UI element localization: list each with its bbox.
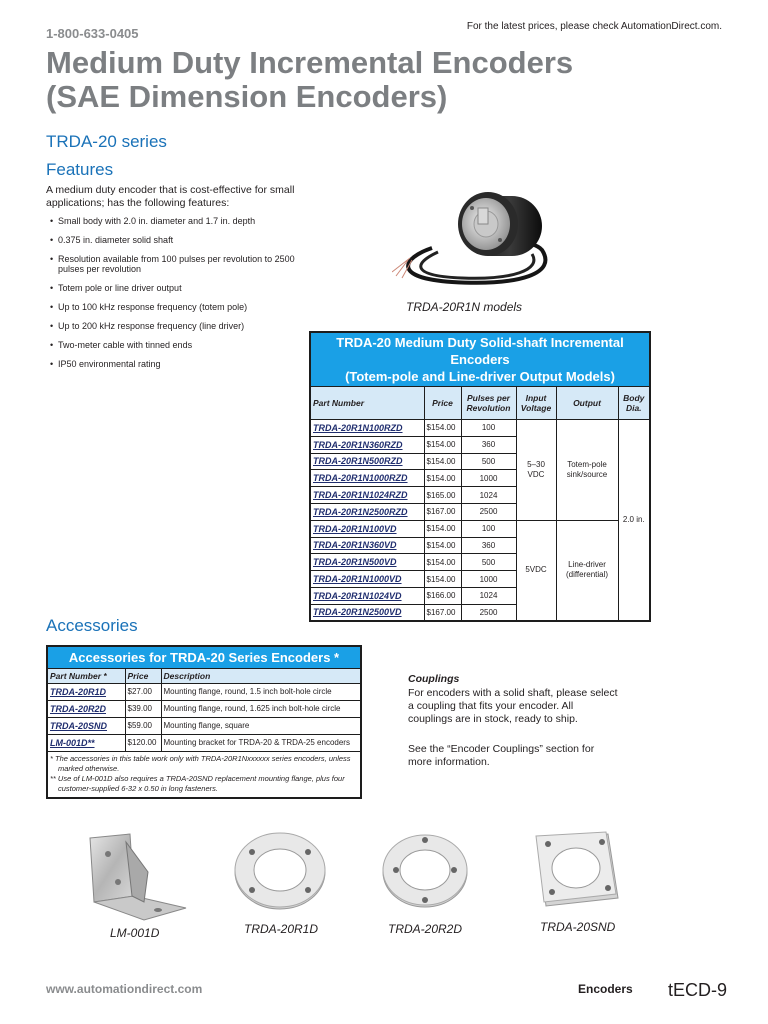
pulses-cell: 1000 — [461, 571, 516, 588]
part-link[interactable]: TRDA-20R1N500RZD — [310, 453, 424, 470]
part-link[interactable]: TRDA-20R1N2500VD — [310, 604, 424, 621]
trda-20r2d-flange-image — [380, 830, 470, 910]
part-link[interactable]: LM-001D** — [47, 734, 125, 751]
price-cell: $167.00 — [424, 503, 461, 520]
col-header-voltage: Input Voltage — [516, 387, 556, 420]
part-link[interactable]: TRDA-20R1N100VD — [310, 520, 424, 537]
desc-cell: Mounting flange, round, 1.5 inch bolt-hole circle — [161, 683, 361, 700]
part-link[interactable]: TRDA-20R1N2500RZD — [310, 503, 424, 520]
pulses-cell: 100 — [461, 520, 516, 537]
note-1: * The accessories in this table work only with TRDA-20R1Nxxxxxx series encoders, unless marked otherwise. — [50, 753, 351, 773]
table-row — [47, 734, 361, 751]
encoder-table-caption — [310, 332, 650, 387]
part-link[interactable]: TRDA-20R2D — [47, 700, 125, 717]
col-header-output: Output — [556, 387, 618, 420]
table-row — [47, 700, 361, 717]
col-header-body: Body Dia. — [618, 387, 650, 420]
part-link[interactable]: TRDA-20R1N360VD — [310, 537, 424, 554]
couplings-heading: Couplings — [408, 673, 460, 685]
title-line-2: (SAE Dimension Encoders) — [46, 79, 448, 114]
pulses-cell: 1000 — [461, 470, 516, 487]
table-row — [47, 717, 361, 734]
footer-section: Encoders — [578, 982, 633, 996]
desc-cell: Mounting flange, square — [161, 717, 361, 734]
feature-item: • Up to 200 kHz response frequency (line driver) — [48, 321, 310, 331]
part-link[interactable]: TRDA-20R1N1024RZD — [310, 487, 424, 504]
desc-cell: Mounting flange, round, 1.625 inch bolt-hole circle — [161, 700, 361, 717]
caption-line: Encoders — [450, 352, 510, 367]
price-cell: $120.00 — [125, 734, 161, 751]
pulses-cell: 360 — [461, 436, 516, 453]
couplings-text: For encoders with a solid shaft, please select a coupling that fits your encoder. All couplings are in stock, ready to ship. — [408, 687, 618, 725]
pulses-cell: 1024 — [461, 587, 516, 604]
footer-website-link[interactable]: www.automationdirect.com — [46, 982, 203, 996]
price-cell: $154.00 — [424, 420, 461, 437]
trda-20snd-flange-image — [528, 830, 620, 910]
caption-line: TRDA-20 Medium Duty Solid-shaft Incremental — [336, 335, 624, 350]
feature-item: • Totem pole or line driver output — [48, 283, 310, 293]
trda-20r1d-caption: TRDA-20R1D — [244, 922, 319, 936]
output-line: sink/source — [566, 469, 608, 479]
series-title: TRDA-20 series — [46, 132, 167, 151]
accessories-table — [46, 645, 362, 799]
col-header-part: Part Number * — [47, 668, 125, 683]
page-number: tECD-9 — [668, 980, 728, 1000]
output-cell — [556, 420, 618, 521]
price-cell: $154.00 — [424, 537, 461, 554]
page-title — [46, 46, 573, 114]
features-list — [48, 216, 310, 378]
part-link[interactable]: TRDA-20R1N100RZD — [310, 420, 424, 437]
voltage-cell: 5VDC — [516, 520, 556, 621]
pulses-cell: 360 — [461, 537, 516, 554]
part-link[interactable]: TRDA-20R1N1000RZD — [310, 470, 424, 487]
price-cell: $166.00 — [424, 587, 461, 604]
table-row — [310, 520, 650, 537]
title-line-1: Medium Duty Incremental Encoders — [46, 45, 574, 80]
latest-prices-note: For the latest prices, please check AutomationDirect.com. — [466, 21, 722, 32]
note-2: ** Use of LM-001D also requires a TRDA-20SND replacement mounting flange, plus four customer-supplied 6-32 x 0.50 in long fasteners. — [50, 773, 345, 793]
feature-item: • Resolution available from 100 pulses per revolution to 2500 pulses per revolution — [48, 254, 310, 274]
feature-item: • Two-meter cable with tinned ends — [48, 340, 310, 350]
body-dia-cell: 2.0 in. — [618, 420, 650, 622]
feature-item: • 0.375 in. diameter solid shaft — [48, 235, 310, 245]
table-row — [47, 683, 361, 700]
trda-20r2d-caption: TRDA-20R2D — [388, 922, 463, 936]
price-cell: $154.00 — [424, 520, 461, 537]
table-row — [310, 420, 650, 437]
feature-item: • IP50 environmental rating — [48, 359, 310, 369]
part-link[interactable]: TRDA-20R1N1000VD — [310, 571, 424, 588]
features-intro: A medium duty encoder that is cost-effective for small applications; has the following features: — [46, 184, 295, 209]
pulses-cell: 2500 — [461, 604, 516, 621]
price-cell: $27.00 — [125, 683, 161, 700]
part-link[interactable]: TRDA-20R1N360RZD — [310, 436, 424, 453]
trda-20snd-caption: TRDA-20SND — [540, 920, 616, 934]
couplings-see-also: See the “Encoder Couplings” section for more information. — [408, 743, 595, 768]
trda-20r1d-flange-image — [232, 828, 328, 912]
col-header-part: Part Number — [310, 387, 424, 420]
col-header-price: Price — [424, 387, 461, 420]
lm-001d-caption: LM-001D — [110, 926, 160, 940]
price-cell: $165.00 — [424, 487, 461, 504]
encoder-table — [309, 331, 651, 622]
output-line: Line-driver — [568, 560, 606, 570]
col-header-pulses: Pulses per Revolution — [461, 387, 516, 420]
table-notes — [47, 751, 361, 798]
col-header-desc: Description — [161, 668, 361, 683]
pulses-cell: 100 — [461, 420, 516, 437]
lm-001d-bracket-image — [78, 832, 190, 924]
output-cell — [556, 520, 618, 621]
voltage-cell: 5–30 VDC — [516, 420, 556, 521]
part-link[interactable]: TRDA-20R1N1024VD — [310, 587, 424, 604]
part-link[interactable]: TRDA-20SND — [47, 717, 125, 734]
product-caption: TRDA-20R1N models — [406, 300, 523, 314]
output-line: Totem-pole — [567, 459, 607, 469]
price-cell: $167.00 — [424, 604, 461, 621]
phone-number: 1-800-633-0405 — [46, 26, 139, 41]
price-cell: $154.00 — [424, 470, 461, 487]
part-link[interactable]: TRDA-20R1D — [47, 683, 125, 700]
price-cell: $59.00 — [125, 717, 161, 734]
accessories-heading: Accessories — [46, 616, 138, 635]
price-cell: $154.00 — [424, 453, 461, 470]
price-cell: $39.00 — [125, 700, 161, 717]
pulses-cell: 1024 — [461, 487, 516, 504]
price-cell: $154.00 — [424, 571, 461, 588]
feature-item: • Small body with 2.0 in. diameter and 1.7 in. depth — [48, 216, 310, 226]
pulses-cell: 500 — [461, 453, 516, 470]
caption-line: (Totem-pole and Line-driver Output Models) — [345, 369, 615, 384]
col-header-price: Price — [125, 668, 161, 683]
encoder-product-image — [392, 178, 560, 288]
desc-cell: Mounting bracket for TRDA-20 & TRDA-25 encoders — [161, 734, 361, 751]
output-line: (differential) — [565, 570, 609, 580]
features-heading: Features — [46, 160, 114, 179]
price-cell: $154.00 — [424, 436, 461, 453]
pulses-cell: 2500 — [461, 503, 516, 520]
price-cell: $154.00 — [424, 554, 461, 571]
pulses-cell: 500 — [461, 554, 516, 571]
accessories-table-caption: Accessories for TRDA-20 Series Encoders * — [47, 646, 361, 668]
feature-item: • Up to 100 kHz response frequency (totem pole) — [48, 302, 310, 312]
part-link[interactable]: TRDA-20R1N500VD — [310, 554, 424, 571]
